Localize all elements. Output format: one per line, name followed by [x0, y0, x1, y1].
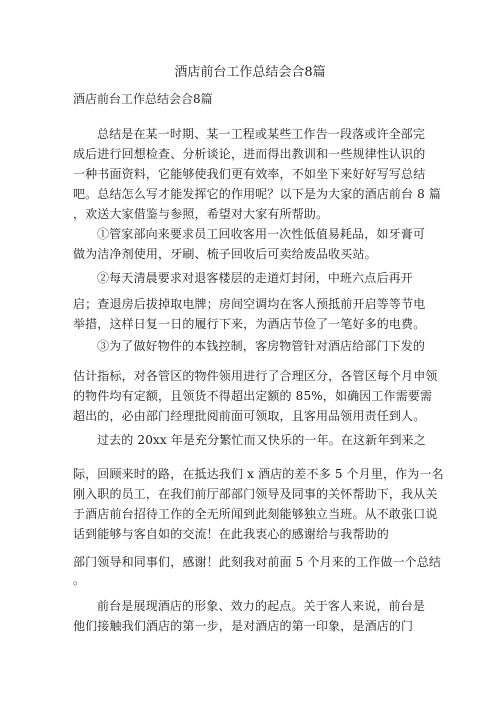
- paragraph-line: 举措，这样日复一日的履行下来，为酒店节俭了一笔好多的电费。: [73, 317, 426, 331]
- paragraph-line: 成后进行回想检查、分析谈论，进而得出教训和一些规律性认识的: [73, 147, 426, 161]
- paragraph-line: ②每天清晨要求对退客楼层的走道灯封闭，中班六点后再开: [97, 271, 413, 285]
- paragraph-line: 总结是在某一时期、某一工程或某些工作告一段落或许全部完: [97, 127, 426, 141]
- paragraph-line: 吧。总结怎么写才能发挥它的作用呢？以下是为大家的酒店前台 8 篇: [73, 187, 442, 201]
- paragraph-line: 际，回顾来时的路，在抵达我们 x 酒店的差不多 5 个月里，作为一名: [73, 467, 444, 481]
- document-subtitle: 酒店前台工作总结会合8篇: [73, 92, 213, 106]
- paragraph-line: 的物件均有定额，且领货不得超出定额的 85%，如确因工作需要需: [73, 389, 433, 403]
- paragraph-line: ①管家部向来要求员工回收客用一次性低值易耗品，如牙膏可: [97, 227, 426, 241]
- paragraph-line: 他们接触我们酒店的第一步，是对酒店的第一印象，是酒店的门: [73, 619, 414, 633]
- document-title: 酒店前台工作总结会合8篇: [174, 65, 326, 80]
- paragraph-line: 话到能够与客自如的交流！在此我衷心的感谢给与我帮助的: [73, 527, 389, 541]
- paragraph-line: 。: [73, 573, 86, 587]
- paragraph-line: 部门领导和同事们，感谢！此刻我对前面 5 个月来的工作做一个总结: [73, 555, 442, 569]
- paragraph-line: 于酒店前台招待工作的全无所闻到此刻能够独立当班。从不敢张口说: [73, 507, 438, 521]
- paragraph-line: 启；查退房后拔掉取电牌；房间空调均在客人预抵前开启等等节电: [73, 297, 426, 311]
- paragraph-line: ，欢送大家借鉴与参照，希望对大家有所帮助。: [73, 207, 329, 221]
- paragraph-line: 估计指标，对各管区的物件领用进行了合理区分，各管区每个月申领: [73, 369, 438, 383]
- paragraph-line: ③为了做好物件的本钱控制，客房物管针对酒店给部门下发的: [97, 339, 426, 353]
- paragraph-line: 刚入职的员工，在我们前厅部部门领导及同事的关怀帮助下，我从关: [73, 487, 438, 501]
- paragraph-line: 做为洁净剂使用，牙刷、梳子回收后可卖给废品收买站。: [73, 247, 377, 261]
- paragraph-line: 超出的，必由部门经理批阅前面可领取，且客用品领用责任到人。: [73, 409, 426, 423]
- paragraph-line: 过去的 20xx 年是充分繁忙而又快乐的一年。在这新年到来之: [97, 433, 426, 447]
- paragraph-line: 一种书面资料，它能够使我们更有效率，不如坐下来好好写写总结: [73, 167, 426, 181]
- paragraph-line: 前台是展现酒店的形象、效力的起点。关于客人来说，前台是: [97, 599, 426, 613]
